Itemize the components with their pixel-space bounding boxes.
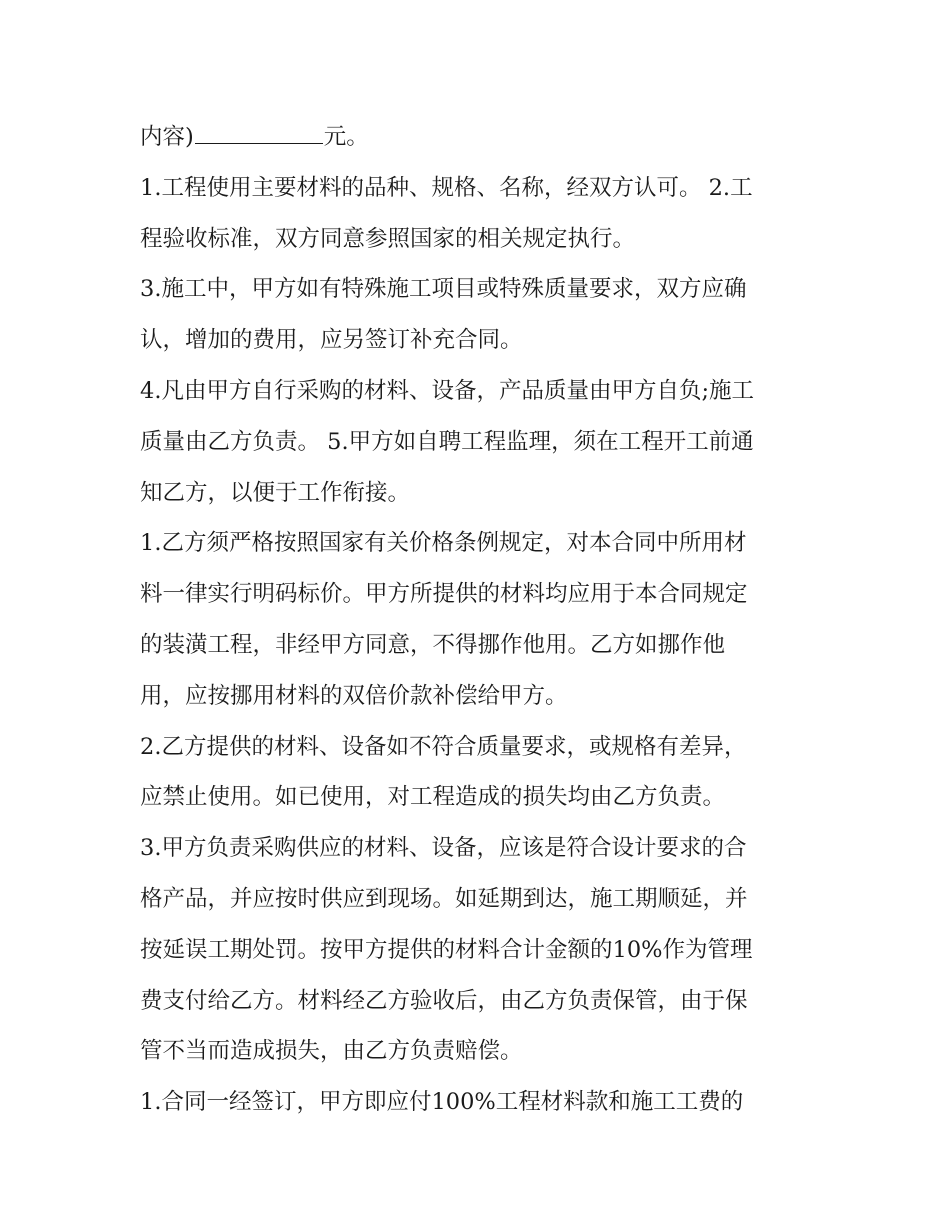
text-line: 费支付给乙方。材料经乙方验收后，由乙方负责保管，由于保 [140, 987, 748, 1014]
text-line: 料一律实行明码标价。甲方所提供的材料均应用于本合同规定 [140, 581, 748, 608]
text-line: 程验收标准，双方同意参照国家的相关规定执行。 [140, 225, 636, 252]
text-line: 质量由乙方负责。 5.甲方如自聘工程监理，须在工程开工前通 [140, 428, 754, 455]
text-line: 格产品，并应按时供应到现场。如延期到达，施工期顺延，并 [140, 885, 748, 912]
text-line: 2.乙方提供的材料、设备如不符合质量要求，或规格有差异， [140, 733, 747, 760]
text-line [140, 112, 820, 163]
text-line: 3.甲方负责采购供应的材料、设备，应该是符合设计要求的合 [140, 835, 747, 862]
text-line: 应禁止使用。如已使用，对工程造成的损失均由乙方负责。 [140, 784, 726, 811]
text-line: 认，增加的费用，应另签订补充合同。 [140, 327, 523, 354]
text-line: 1.合同一经签订，甲方即应付100%工程材料款和施工工费的 [140, 1089, 744, 1116]
text-line: 按延误工期处罚。按甲方提供的材料合计金额的10%作为管理 [140, 936, 753, 963]
line-text-before-blank: 内容) [140, 124, 194, 150]
text-line: 知乙方，以便于工作衔接。 [140, 479, 411, 506]
document-body [140, 112, 820, 1128]
text-line: 用，应按挪用材料的双倍价款补偿给甲方。 [140, 682, 568, 709]
text-line: 3.施工中，甲方如有特殊施工项目或特殊质量要求，双方应确 [140, 276, 747, 303]
line-text-after-blank: 元。 [323, 124, 369, 150]
text-line: 1.乙方须严格按照国家有关价格条例规定，对本合同中所用材 [140, 530, 747, 557]
text-line: 4.凡由甲方自行采购的材料、设备，产品质量由甲方自负;施工 [140, 377, 755, 404]
fill-in-blank [195, 121, 323, 144]
text-line: 的装潢工程，非经甲方同意，不得挪作他用。乙方如挪作他 [140, 631, 726, 658]
text-line: 1.工程使用主要材料的品种、规格、名称，经双方认可。 2.工 [140, 174, 753, 201]
text-line: 管不当而造成损失，由乙方负责赔偿。 [140, 1038, 523, 1065]
